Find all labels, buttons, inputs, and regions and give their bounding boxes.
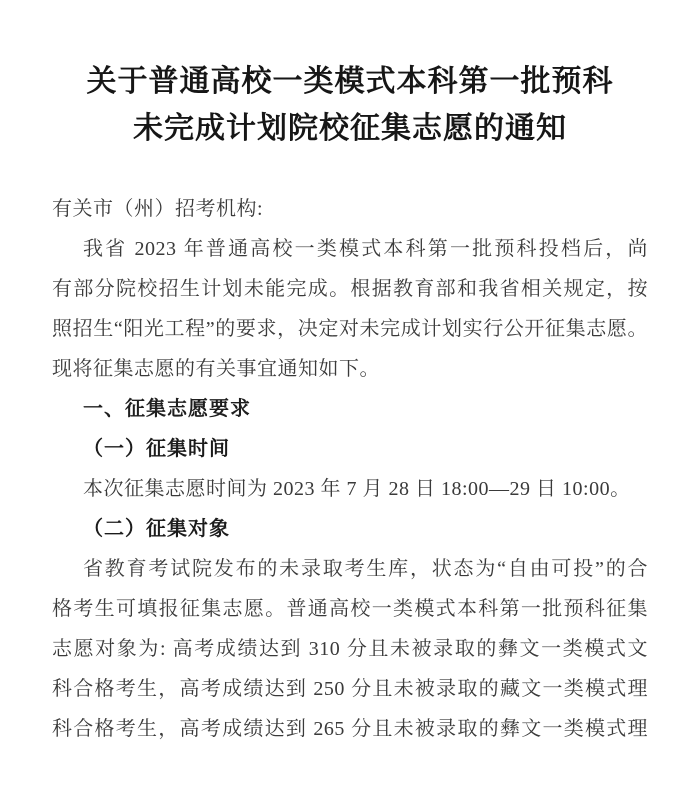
- document-line: （一）征集时间: [83, 438, 230, 460]
- document-line: 科合格考生，高考成绩达到 265 分且未被录取的彝文一类模式理: [52, 718, 648, 740]
- document-line: 格考生可填报征集志愿。普通高校一类模式本科第一批预科征集: [52, 598, 648, 620]
- document-line: （二）征集对象: [83, 518, 230, 540]
- document-line: 有关市（州）招考机构:: [52, 198, 264, 220]
- document-title: [52, 58, 648, 152]
- document-line: 现将征集志愿的有关事宜通知如下。: [52, 358, 380, 380]
- document-line: 省教育考试院发布的未录取考生库，状态为“自由可投”的合: [83, 558, 648, 580]
- document-line: 志愿对象为: 高考成绩达到 310 分且未被录取的彝文一类模式文: [52, 638, 648, 660]
- document-title-line-2: 未完成计划院校征集志愿的通知: [133, 112, 567, 145]
- document-line: 有部分院校招生计划未能完成。根据教育部和我省相关规定，按: [52, 278, 648, 300]
- document-line: 照招生“阳光工程”的要求，决定对未完成计划实行公开征集志愿。: [52, 318, 648, 340]
- document-line: 科合格考生，高考成绩达到 250 分且未被录取的藏文一类模式理: [52, 678, 648, 700]
- document-line: 本次征集志愿时间为 2023 年 7 月 28 日 18:00—29 日 10:00。: [83, 478, 631, 500]
- document-line: 一、征集志愿要求: [83, 398, 251, 420]
- document-line: 我省 2023 年普通高校一类模式本科第一批预科投档后，尚: [83, 238, 648, 260]
- document-title-line-1: 关于普通高校一类模式本科第一批预科: [86, 65, 614, 98]
- document-body: [52, 189, 648, 749]
